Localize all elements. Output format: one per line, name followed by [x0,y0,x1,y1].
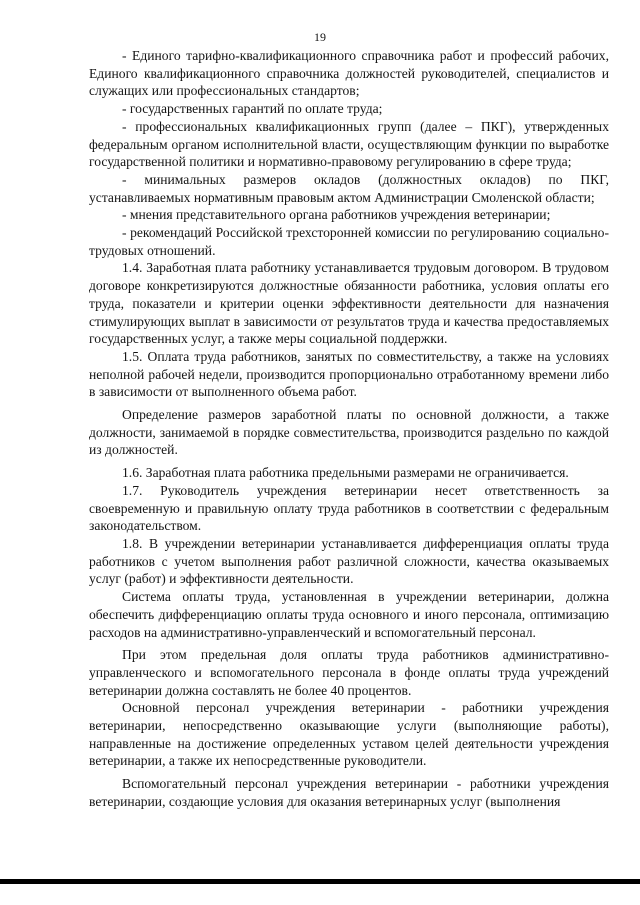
paragraph-1-7: 1.7. Руководитель учреждения ветеринарии несет ответственность за своевременную и правильную оплату труда работников в соответствии с федеральным законодательством. [89,482,609,534]
paragraph-support-staff: Вспомогательный персонал учреждения ветеринарии - работники учреждения ветеринарии, создающие условия для оказания ветеринарных услуг (выполнения [89,776,609,809]
paragraph-main-staff: Основной персонал учреждения ветеринарии - работники учреждения ветеринарии, непосредственно оказывающие услуги (выполняющие работы), направленные на достижение определенных уставом целей деятельности учреждения ветеринарии, а также их непосредственные руководители. [89,700,609,769]
paragraph-list-item-2: - государственных гарантий по оплате труда; [122,101,383,117]
paragraph-list-item-3: - профессиональных квалификационных групп (далее – ПКГ), утвержденных федеральным органом исполнительной власти, осуществляющим функции по выработке государственной политики и нормативно-правовому регулированию в сфере труда; [89,118,609,170]
paragraph-1-6: 1.6. Заработная плата работника предельными размерами не ограничивается. [122,465,569,481]
paragraph-1-8: 1.8. В учреждении ветеринарии устанавливается дифференциация оплаты труда работников с учетом выполнения работ различной сложности, качества оказываемых услуг (работ) и эффективности деятельности. [89,535,609,587]
page-number: 19 [314,30,326,44]
paragraph-pay-system: Система оплаты труда, установленная в учреждении ветеринарии, должна обеспечить дифференциацию оплаты труда основного и иного персонала, оптимизацию расходов на административно-управленческий и вспомогательный персонал. [89,589,609,640]
paragraph-share-limit: При этом предельная доля оплаты труда работников административно-управленческого и вспомогательного персонала в фонде оплаты труда учреждений ветеринарии должна составлять не более 40 процентов. [89,647,609,698]
paragraph-salary-determination: Определение размеров заработной платы по основной должности, а также должности, занимаемой в порядке совместительства, производится раздельно по каждой из должностей. [89,407,609,458]
paragraph-list-item-1: - Единого тарифно-квалификационного справочника работ и профессий рабочих, Единого квалификационного справочника должностей руководителей, специалистов и служащих или профессиональных стандартов; [89,48,609,99]
paragraph-list-item-5: - мнения представительного органа работников учреждения ветеринарии; [122,207,551,223]
paragraph-list-item-6: - рекомендаций Российской трехсторонней комиссии по регулированию социально-трудовых отношений. [89,225,609,258]
paragraph-1-4: 1.4. Заработная плата работнику устанавливается трудовым договором. В трудовом договоре конкретизируются должностные обязанности работника, условия оплаты его труда, показатели и критерии оценки эффективности деятельности для назначения стимулирующих выплат в зависимости от результатов труда и качества предоставляемых государственных услуг, а также меры социальной поддержки. [89,260,609,347]
bottom-divider [0,879,640,884]
paragraph-list-item-4: - минимальных размеров окладов (должностных окладов) по ПКГ, устанавливаемых нормативным правовым актом Администрации Смоленской области; [89,171,609,205]
paragraph-1-5: 1.5. Оплата труда работников, занятых по совместительству, а также на условиях неполной рабочей недели, производится пропорционально отработанному времени либо в зависимости от выполненного объема работ. [89,348,609,400]
document-body [89,47,609,811]
